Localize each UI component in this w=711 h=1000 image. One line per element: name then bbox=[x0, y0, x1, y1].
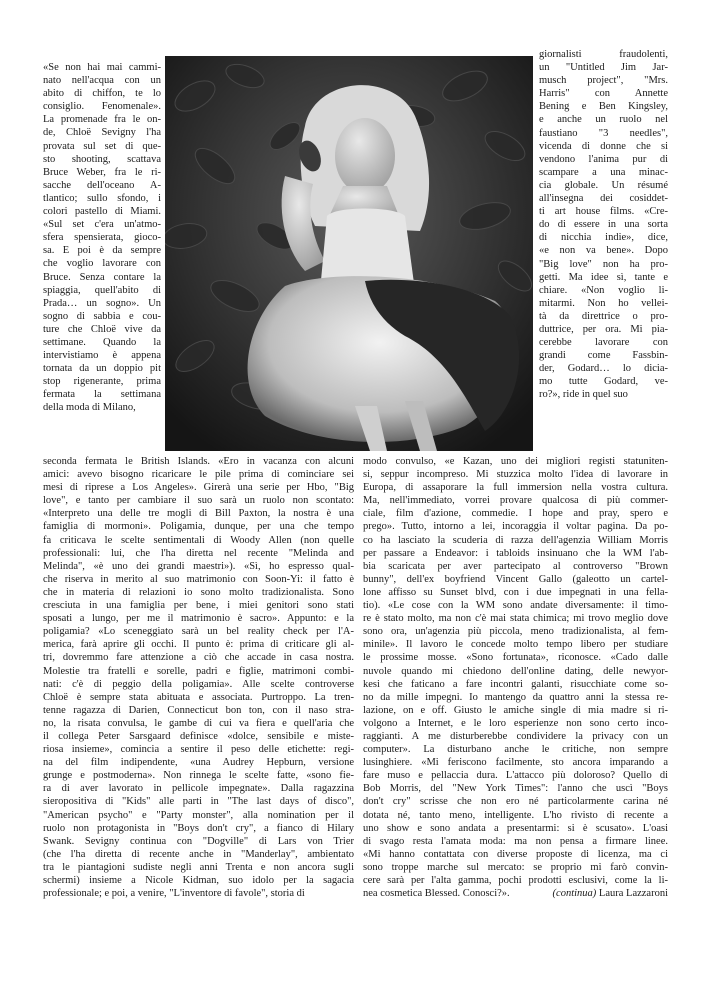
text-line: amici: avevo bisogno ricaricare le pile prima di cominciare sei bbox=[43, 469, 354, 481]
text-line: famiglia di mormoni». Poligamia, dunque, per una che tempo bbox=[43, 521, 354, 533]
text-line: seconda fermata le British Islands. «Ero in vacanza con alcuni bbox=[43, 456, 354, 467]
text-line: abito di chiffon, te lo bbox=[43, 88, 161, 100]
text-line: getti. Ma idee sì, tante e bbox=[539, 271, 668, 283]
text-line: vicenda di donne che si bbox=[539, 140, 668, 152]
text-line: il collega Peter Sarsgaard definisce «dolce, sensibile e miste- bbox=[43, 730, 354, 742]
text-line: no da mille impegni. Io mantengo da quattro anni la stessa re- bbox=[363, 691, 668, 703]
text-line: merica, farà aprire gli occhi. Il punto è: prima di criticare gli al- bbox=[43, 639, 354, 651]
text-line: de, Chloë Sevigny l'ha bbox=[43, 127, 161, 139]
text-line: sfera spensierata, gioco- bbox=[43, 232, 161, 244]
text-line: sto shooting, scattava bbox=[43, 153, 161, 165]
text-line: tenne ragazza di Darien, Connecticut bon ton, con il naso stra- bbox=[43, 704, 354, 716]
text-line: Bob Morris, del "New York Times": l'anno che uscì "Boys bbox=[363, 783, 668, 795]
text-line: tra le piantagioni sudiste negli anni Trenta e non ancora sugli bbox=[43, 861, 354, 873]
text-line: all'insegna dei cosiddet- bbox=[539, 193, 668, 205]
text-line: Harris" con Annette bbox=[539, 88, 668, 100]
column-left-narrow bbox=[43, 61, 161, 415]
text-line: lazione, on e off. Giusto le amiche single di mia madre si ri- bbox=[363, 704, 668, 716]
text-line: tornata da un doppio pit bbox=[43, 363, 161, 375]
text-line: ture che Chloë vive da bbox=[43, 323, 161, 335]
text-line: modo convulso, «e Kazan, uno dei migliori registi statuniten- bbox=[363, 456, 668, 467]
text-line: bunny", dell'ex boyfriend Vincent Gallo (galeotto un cartel- bbox=[363, 573, 668, 585]
text-line: schermi) insieme a Nicole Kidman, suo idolo per la sagacia bbox=[43, 875, 354, 886]
text-line: fermata la settimana bbox=[43, 389, 161, 401]
text-line: professionali: lui, che l'ha diretta nel recente "Melinda and bbox=[43, 547, 354, 559]
text-line: love", e tanto per cambiare il suo sarà un ruolo non scontato: bbox=[43, 495, 354, 507]
text-line: provata sul set di que- bbox=[43, 140, 161, 152]
text-line: settimane. Quando la bbox=[43, 336, 161, 348]
text-line: intervistiamo è appena bbox=[43, 350, 161, 362]
text-line: Melinda", «è uno dei grandi maestri»). «Sì, ho espresso qual- bbox=[43, 560, 354, 572]
text-line: kesi che faticano a fare incontri galanti, risucchiate come so- bbox=[363, 678, 668, 690]
byline bbox=[553, 887, 668, 900]
text-line: le prossime mosse. «Sono fortunata», riconosce. «Cado dalle bbox=[363, 652, 668, 664]
text-line: mo tutte Godard, ve- bbox=[539, 376, 668, 388]
text-line: nato nell'acqua con un bbox=[43, 75, 161, 87]
text-line: sogno di sabbia e cou- bbox=[43, 310, 161, 322]
text-line: "American psycho" e "Party monster", alla nomination per il bbox=[43, 809, 354, 821]
text-line: nuvole quando mi chiedono dell'online dating, delle newyor- bbox=[363, 665, 668, 677]
text-line: don't cry" scrisse che non ero né particolarmente carina né bbox=[363, 796, 668, 808]
column-left-wide bbox=[43, 455, 354, 900]
article-photo bbox=[165, 56, 533, 451]
text-line: ruolo non protagonista in "Boys don't cry", a fianco di Hilary bbox=[43, 822, 354, 834]
text-line: «Se non hai mai cammi- bbox=[43, 62, 161, 73]
text-line: mitarmi. Non ho vellei- bbox=[539, 297, 668, 309]
text-line: na del film indipendente, «una Audrey Hepburn, versione bbox=[43, 757, 354, 769]
text-line: di svago resta l'amata moda: ma non pensa a firmare linee. bbox=[363, 835, 668, 847]
text-line: cerebbe lavorare con bbox=[539, 337, 668, 349]
text-line: cia globale. Un résumé bbox=[539, 179, 668, 191]
text-line: raggianti. A me disturberebbe condividere la privacy con un bbox=[363, 730, 668, 742]
text-line: un "Untitled Jim Jar- bbox=[539, 62, 668, 74]
text-line: ro?», ride in quel suo bbox=[539, 389, 628, 401]
text-line: computer». La disturbano anche le critiche, non sempre bbox=[363, 744, 668, 756]
text-line: prego». Tutto, intorno a lei, incoraggia il voltar pagina. Da po- bbox=[363, 521, 668, 533]
text-line: sposati a lungo, per me il matrimonio è sacro». Appunto: e la bbox=[43, 613, 354, 625]
text-line: minile». Il lavoro le concede molto tempo libero per studiare bbox=[363, 639, 668, 651]
text-line: fa criticava le scelte sentimentali di Woody Allen (non quelle bbox=[43, 534, 354, 546]
text-line: sacche dell'oceano A- bbox=[43, 179, 161, 191]
text-line: musch project", "Mrs. bbox=[539, 75, 668, 87]
text-line: co ha lasciato la scuderia di razza dell'agenzia William Morris bbox=[363, 534, 668, 546]
text-line: tio). «Le cose con la WM sono andate diversamente: il timo- bbox=[363, 600, 668, 612]
text-line: do di essere in una sorta bbox=[539, 219, 668, 231]
text-line: La promenade fra le on- bbox=[43, 114, 161, 126]
text-line: Bening e Ben Kingsley, bbox=[539, 101, 668, 113]
text-line: tà da direttrice o pro- bbox=[539, 310, 668, 322]
text-line: di nicchia indie», dice, bbox=[539, 232, 668, 244]
text-line: grandi come Fassbin- bbox=[539, 350, 668, 362]
text-line: Europa, di assaporare la full immersion nella vostra cultura. bbox=[363, 482, 668, 494]
text-line: scampare a una minac- bbox=[539, 166, 668, 178]
text-line: che in materia di relazioni io sono molto tradizionalista. Sono bbox=[43, 586, 354, 598]
text-line: per passare a Endeavor: i tabloids insinuano che la WM l'ab- bbox=[363, 547, 668, 559]
text-line: Molestie tra fratelli e sorelle, padri e figlie, matrimoni combi- bbox=[43, 665, 354, 677]
text-line: Bruce Weber, fra le ri- bbox=[43, 166, 161, 178]
text-line: Swank. Sevigny continua con "Dogville" di Lars von Trier bbox=[43, 835, 354, 847]
text-line: sa. E poi è da sempre bbox=[43, 245, 161, 257]
text-line: riosa insieme», comincia a sentire il peso delle etichette: regi- bbox=[43, 744, 354, 756]
text-line: poligamia? «Lo sceneggiato sarà un bel reality check per l'A- bbox=[43, 626, 354, 638]
text-line: vendono l'anima pur di bbox=[539, 153, 668, 165]
author-name: Laura Lazzaroni bbox=[598, 888, 668, 900]
text-line: sono ora, un'agenzia più piccola, meno tradizionalista, al fem- bbox=[363, 626, 668, 638]
text-line: «Sul set c'era un'atmo- bbox=[43, 219, 161, 231]
text-line: stop rigenerante, prima bbox=[43, 376, 161, 388]
text-line: Prada… un sogno». Un bbox=[43, 297, 161, 309]
text-line: Chloë è sempre stata abituata e associata. Purtroppo. La tren- bbox=[43, 691, 354, 703]
text-line: tri, dovremmo fare attenzione a ciò che accade in casa nostra. bbox=[43, 652, 354, 664]
text-line: no, la risata convulsa, le gambe di cui va fiera e quell'aria che bbox=[43, 717, 354, 729]
text-line: lone affisso su Sunset blvd, con i due impegnati in una fella- bbox=[363, 586, 668, 598]
text-line: dotata né, tanto meno, intelligente. L'ho rivisto di recente a bbox=[363, 809, 668, 821]
text-line: cresciuta in una famiglia per bene, i miei genitori sono stati bbox=[43, 600, 354, 612]
text-line: si, seppur incompreso. Mi stuzzica molto l'idea di lavorare in bbox=[363, 469, 668, 481]
text-line: tlantico; sullo sfondo, i bbox=[43, 192, 161, 204]
text-line: uno show e sono andata a presentarmi: si è scusato». L'oasi bbox=[363, 822, 668, 834]
text-line: che riserva in merito al suo matrimonio con Soon-Yi: il fatto è bbox=[43, 573, 354, 585]
text-line: «Interpreto una delle tre mogli di Bill Paxton, la nostra è una bbox=[43, 508, 354, 520]
text-line: e anche un ruolo nel bbox=[539, 114, 668, 126]
text-line: Bruce. Senza contare la bbox=[43, 271, 161, 283]
text-line: della moda di Milano, bbox=[43, 402, 136, 414]
column-right-narrow bbox=[539, 48, 668, 402]
text-line: ti art house films. «Cre- bbox=[539, 206, 668, 218]
text-line: fare muso e pellaccia dura. L'attacco più doloroso? Quello di bbox=[363, 770, 668, 782]
text-line: professionale; e poi, a venire, "L'inventore di favole", storia di bbox=[43, 888, 305, 900]
text-line: sono troppe marche sul mercato: se proprio mi farò convin- bbox=[363, 861, 668, 873]
text-line: chiare. «Non voglio li- bbox=[539, 284, 668, 296]
text-line: ra di aver lavorato in pellicole impegnate». Dalla ragazzina bbox=[43, 783, 354, 795]
text-line: faustiano "3 needles", bbox=[539, 127, 668, 139]
text-line: nea cosmetica Blessed. Conosci?». (continua) Laura Lazzaroni bbox=[363, 888, 668, 900]
text-line: "Big love" non ha pro- bbox=[539, 258, 668, 270]
text-line: lusinghiere. «Mi feriscono facilmente, sto ancora imparando a bbox=[363, 757, 668, 769]
text-line: volgono a Internet, e le loro esperienze non sono certo inco- bbox=[363, 717, 668, 729]
text-line: Ma, nell'immediato, vorrei provare qualcosa di più commer- bbox=[363, 495, 668, 507]
text-line: consiglio. Fenomenale». bbox=[43, 101, 161, 113]
text-line: (che l'ha diretta di recente anche in "Manderlay", ambientato bbox=[43, 848, 354, 860]
text-line: che voglio lavorare con bbox=[43, 258, 161, 270]
text-line: grunge e postmoderna». Non rinnega le scelte fatte, «sono fie- bbox=[43, 770, 354, 782]
text-line: bia scaricata per aver partecipato al controverso "Brown bbox=[363, 560, 668, 572]
text-line: mesi di riprese a Los Angeles». Girerà una serie per Hbo, "Big bbox=[43, 482, 354, 494]
text-line: colori pastello di Miami. bbox=[43, 206, 161, 218]
text-line: «e non va bene». Dopo bbox=[539, 245, 668, 257]
text-line: giornalisti fraudolenti, bbox=[539, 49, 668, 60]
text-line: ciale, film d'azione, commedie. I hope and pray, spero e bbox=[363, 508, 668, 520]
text-line: spiaggia, quell'abito di bbox=[43, 284, 161, 296]
text-line: sieropositiva di "Kids" alle parti in "The last days of disco", bbox=[43, 796, 354, 808]
text-line: nati: c'è di peggio della poligamia». Alle scelte controverse bbox=[43, 678, 354, 690]
column-right-wide bbox=[363, 455, 668, 900]
text-line: der, Godard… lo dicia- bbox=[539, 363, 668, 375]
text-line: cere sarà per l'alta gamma, pochi prodotti esclusivi, come la li- bbox=[363, 875, 668, 886]
text-line: «Mi hanno contattata con diverse proposte di licenza, ma ci bbox=[363, 848, 668, 860]
continua-label: (continua) bbox=[552, 888, 597, 900]
text-line: re è stato molto, ma non c'è mai stata chimica; mi trovo meglio dove bbox=[363, 613, 668, 625]
text-line: duttrice, per ora. Mi pia- bbox=[539, 323, 668, 335]
woman-in-tulle-skirt-photo-icon bbox=[165, 56, 533, 451]
